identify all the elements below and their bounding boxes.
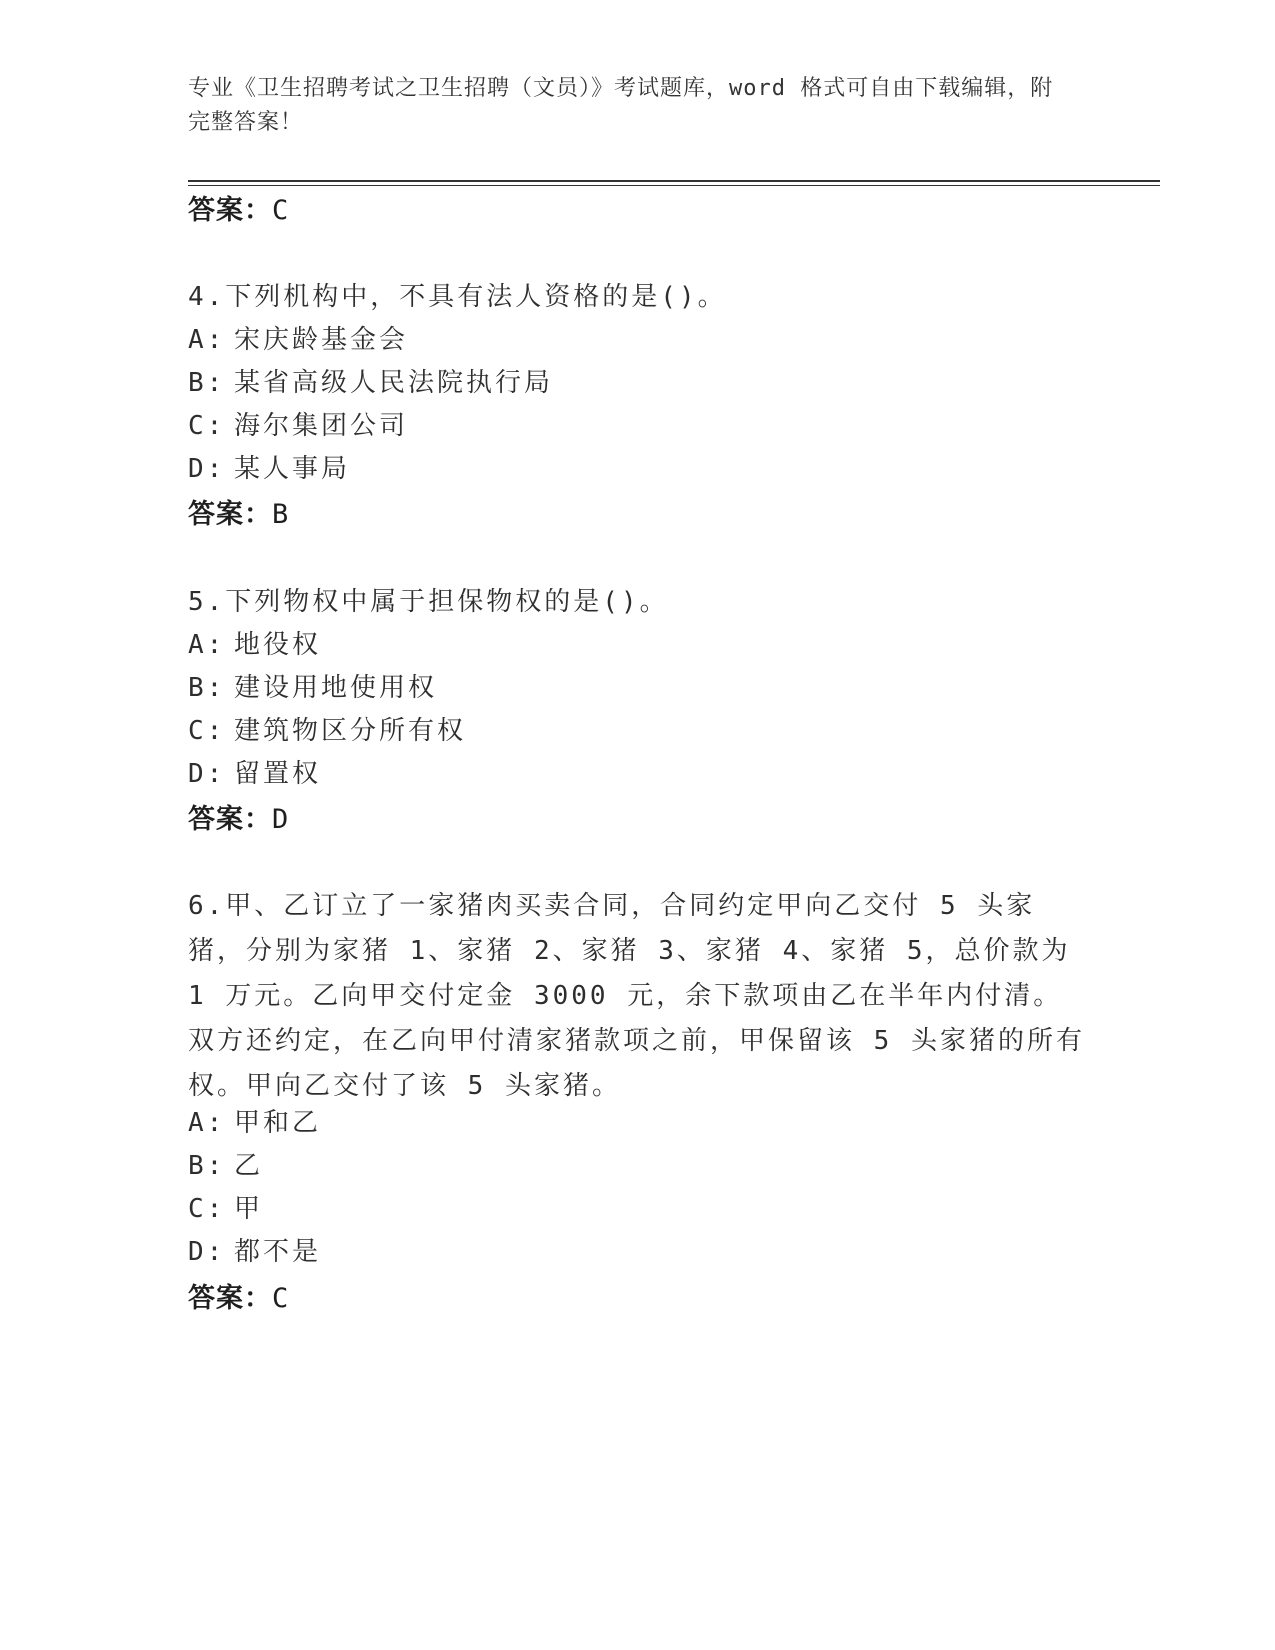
document-header: 专业《卫生招聘考试之卫生招聘（文员）》考试题库，word 格式可自由下载编辑，附完整答案！ (188, 76, 1054, 135)
option-key: B: (188, 673, 226, 703)
answer-label: 答案： (188, 195, 272, 226)
answer-q5 (188, 797, 289, 836)
answer-value: B (272, 499, 290, 530)
question-5-text: 5.下列物权中属于担保物权的是()。 (188, 587, 669, 617)
question-4-option-a (188, 319, 408, 356)
option-key: D: (188, 1237, 226, 1267)
option-key: D: (188, 759, 226, 789)
question-4-option-d (188, 448, 350, 485)
answer-q3 (188, 188, 289, 227)
option-text: 甲和乙 (234, 1108, 322, 1138)
question-5-option-d (188, 753, 321, 790)
answer-q6 (188, 1276, 289, 1315)
question-4-option-c (188, 405, 408, 442)
option-text: 建设用地使用权 (234, 673, 438, 703)
answer-q4 (188, 492, 289, 531)
option-key: B: (188, 1151, 226, 1181)
answer-value: C (272, 1283, 290, 1314)
question-5-option-b (188, 667, 437, 704)
option-text: 甲 (234, 1194, 264, 1224)
header-divider-thin (188, 185, 1160, 186)
question-6-text: 6.甲、乙订立了一家猪肉买卖合同，合同约定甲向乙交付 5 头家猪，分别为家猪 1、家猪 2、家猪 3、家猪 4、家猪 5，总价款为 1 万元。乙向甲交付定金 3000 元，余下款项由乙在半年内付清。双方还约定，在乙向甲付清家猪款项之前，甲保留该 5 头家猪的所有权。甲向乙交付了该 5 头家猪。 (188, 891, 1085, 1101)
answer-label: 答案： (188, 1283, 272, 1314)
option-key: A: (188, 325, 226, 355)
question-5-option-c (188, 710, 466, 747)
option-key: C: (188, 411, 226, 441)
option-key: C: (188, 716, 226, 746)
question-4-text: 4.下列机构中，不具有法人资格的是()。 (188, 282, 727, 312)
answer-label: 答案： (188, 499, 272, 530)
question-4-option-b (188, 362, 553, 399)
answer-value: D (272, 804, 290, 835)
answer-value: C (272, 195, 290, 226)
question-6-option-c (188, 1188, 263, 1225)
option-text: 乙 (234, 1151, 264, 1181)
answer-label: 答案： (188, 804, 272, 835)
option-text: 某人事局 (234, 454, 351, 484)
question-5-option-a (188, 624, 321, 661)
question-6-option-d (188, 1231, 321, 1268)
option-key: B: (188, 368, 226, 398)
option-text: 留置权 (234, 759, 322, 789)
option-text: 地役权 (234, 630, 322, 660)
question-6-option-b (188, 1145, 263, 1182)
option-text: 某省高级人民法院执行局 (234, 368, 554, 398)
question-6-option-a (188, 1102, 321, 1139)
option-text: 建筑物区分所有权 (234, 716, 467, 746)
option-text: 宋庆龄基金会 (234, 325, 409, 355)
option-key: A: (188, 1108, 226, 1138)
option-key: D: (188, 454, 226, 484)
header-divider (188, 180, 1160, 182)
option-text: 海尔集团公司 (234, 411, 409, 441)
option-text: 都不是 (234, 1237, 322, 1267)
option-key: C: (188, 1194, 226, 1224)
option-key: A: (188, 630, 226, 660)
